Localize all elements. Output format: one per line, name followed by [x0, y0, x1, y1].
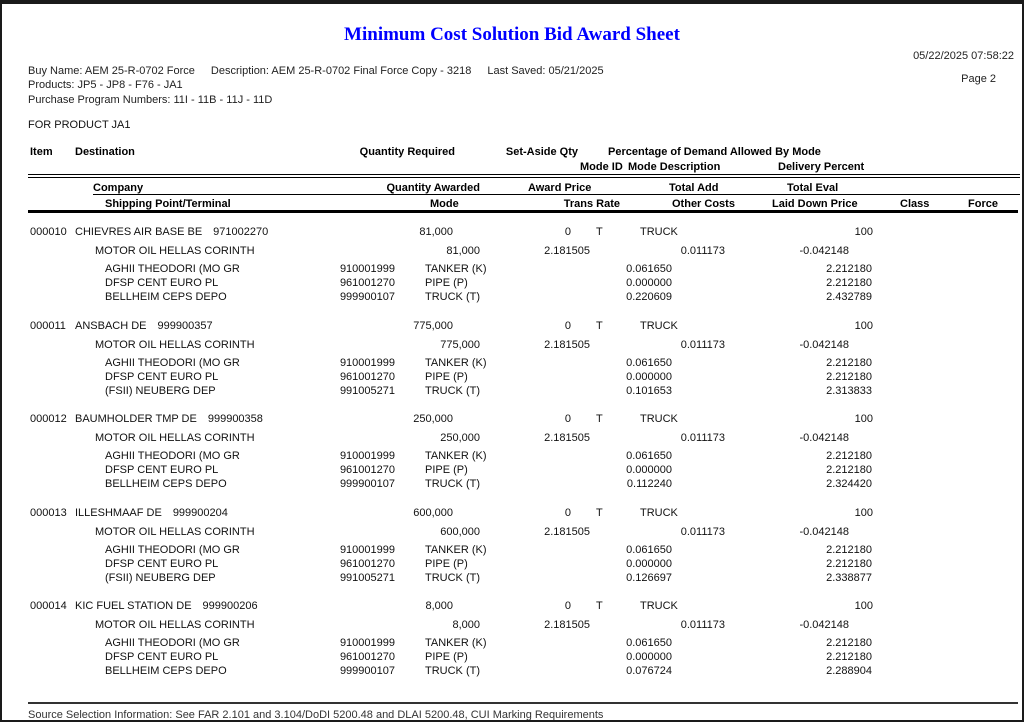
column-header-pct-demand: Percentage of Demand Allowed By Mode	[608, 146, 821, 158]
qty-awarded: 775,000	[440, 338, 480, 351]
column-header-shipping-point: Shipping Point/Terminal	[105, 198, 231, 210]
shipping-point-name: DFSP CENT EURO PL	[105, 651, 219, 663]
mode-id: T	[596, 226, 603, 238]
item-row	[2, 600, 1022, 613]
destination	[75, 600, 258, 612]
laid-down-price: 2.212180	[826, 450, 872, 462]
qty-required: 600,000	[413, 506, 453, 519]
shipping-mode: TRUCK (T)	[425, 571, 480, 584]
shipping-row	[2, 291, 1022, 304]
laid-down-price: 2.212180	[826, 370, 872, 383]
trans-rate: 0.126697	[626, 571, 672, 584]
mode-description: TRUCK	[640, 413, 678, 425]
shipping-row	[2, 651, 1022, 664]
destination-name: KIC FUEL STATION DE	[75, 600, 192, 612]
shipping-mode: TANKER (K)	[425, 637, 487, 649]
award-price: 2.181505	[544, 525, 590, 538]
set-aside-qty: 0	[564, 506, 571, 519]
column-header-laid-down-price: Laid Down Price	[772, 198, 858, 210]
total-eval: -0.042148	[799, 245, 849, 257]
company-row	[2, 339, 1022, 352]
shipping-point-name: DFSP CENT EURO PL	[105, 277, 219, 289]
item-block	[2, 507, 1022, 601]
column-header-trans-rate: Trans Rate	[563, 198, 620, 210]
item-number: 000010	[30, 226, 67, 238]
shipping-mode: PIPE (P)	[425, 277, 468, 289]
company-row	[2, 526, 1022, 539]
shipping-point-name: (FSII) NEUBERG DEP	[105, 571, 216, 584]
shipping-point-code: 910001999	[339, 263, 395, 275]
shipping-point-name: DFSP CENT EURO PL	[105, 557, 219, 570]
laid-down-price: 2.324420	[826, 478, 872, 490]
shipping-mode: TRUCK (T)	[425, 665, 480, 677]
footer-note: Source Selection Information: See FAR 2.101 and 3.104/DoDI 5200.48 and DLAI 5200.48, CUI Marking Requirements	[28, 709, 604, 721]
laid-down-price: 2.212180	[826, 651, 872, 663]
destination	[75, 226, 268, 238]
trans-rate: 0.000000	[626, 277, 672, 289]
shipping-mode: TANKER (K)	[425, 543, 487, 556]
qty-required: 81,000	[419, 226, 453, 238]
total-add: 0.011173	[680, 525, 725, 538]
shipping-row	[2, 371, 1022, 384]
destination-name: ANSBACH DE	[75, 319, 147, 332]
qty-awarded: 8,000	[452, 619, 480, 631]
shipping-row	[2, 450, 1022, 463]
laid-down-price: 2.432789	[826, 291, 872, 303]
destination	[75, 507, 228, 519]
shipping-mode: TRUCK (T)	[425, 384, 480, 397]
column-header-total-add: Total Add	[669, 182, 719, 194]
total-add: 0.011173	[680, 432, 725, 444]
double-rule	[28, 174, 1020, 178]
laid-down-price: 2.212180	[826, 637, 872, 649]
destination	[75, 320, 213, 332]
shipping-point-code: 999900107	[339, 665, 395, 677]
trans-rate: 0.076724	[626, 665, 672, 677]
qty-awarded: 81,000	[446, 245, 480, 257]
shipping-mode: TANKER (K)	[425, 356, 487, 369]
shipping-row	[2, 263, 1022, 276]
item-row	[2, 507, 1022, 520]
delivery-percent: 100	[854, 506, 873, 519]
shipping-row	[2, 544, 1022, 557]
column-header-destination: Destination	[75, 146, 135, 158]
trans-rate: 0.000000	[626, 464, 672, 476]
destination-code: 971002270	[213, 226, 269, 238]
column-header-qty-required: Quantity Required	[359, 146, 455, 158]
shipping-point-code: 910001999	[339, 637, 395, 649]
shipping-row	[2, 665, 1022, 678]
column-header-class: Class	[900, 198, 930, 210]
shipping-mode: PIPE (P)	[425, 557, 468, 570]
buy-info-line	[28, 65, 620, 77]
shipping-point-code: 961001270	[339, 370, 395, 383]
column-header-force: Force	[968, 198, 998, 210]
trans-rate: 0.000000	[626, 370, 672, 383]
shipping-row	[2, 478, 1022, 491]
company-name: MOTOR OIL HELLAS CORINTH	[95, 432, 255, 444]
shipping-point-code: 961001270	[339, 651, 395, 663]
shipping-mode: PIPE (P)	[425, 464, 468, 476]
shipping-row	[2, 357, 1022, 370]
shipping-point-code: 961001270	[339, 277, 395, 289]
item-blocks	[2, 226, 1022, 694]
total-add: 0.011173	[680, 338, 725, 351]
shipping-point-code: 999900107	[339, 291, 395, 303]
laid-down-price: 2.338877	[826, 571, 872, 584]
item-block	[2, 226, 1022, 320]
page-number: Page 2	[961, 73, 996, 85]
product-section-label: FOR PRODUCT JA1	[28, 119, 131, 131]
qty-required: 250,000	[413, 413, 453, 425]
qty-required: 775,000	[413, 319, 453, 332]
item-block	[2, 320, 1022, 414]
mode-id: T	[596, 413, 603, 425]
destination-name: ILLESHMAAF DE	[75, 506, 162, 519]
company-name: MOTOR OIL HELLAS CORINTH	[95, 619, 255, 631]
destination-code: 999900206	[202, 600, 258, 612]
shipping-mode: TRUCK (T)	[425, 478, 480, 490]
shipping-point-code: 910001999	[339, 543, 395, 556]
qty-awarded: 600,000	[440, 525, 480, 538]
column-header-total-eval: Total Eval	[787, 182, 839, 194]
shipping-row	[2, 277, 1022, 290]
destination	[75, 413, 263, 425]
trans-rate: 0.000000	[626, 557, 672, 570]
trans-rate: 0.000000	[626, 651, 672, 663]
company-row	[2, 245, 1022, 258]
mode-id: T	[596, 319, 603, 332]
destination-name: CHIEVRES AIR BASE BE	[75, 226, 203, 238]
shipping-point-name: AGHII THEODORI (MO GR	[105, 450, 240, 462]
item-row	[2, 413, 1022, 426]
laid-down-price: 2.288904	[826, 665, 872, 677]
shipping-mode: TRUCK (T)	[425, 291, 480, 303]
set-aside-qty: 0	[564, 319, 571, 332]
trans-rate: 0.101653	[626, 384, 672, 397]
buy-description: Description: AEM 25-R-0702 Final Force Copy - 3218	[210, 65, 472, 77]
mode-id: T	[596, 506, 603, 519]
shipping-row	[2, 572, 1022, 585]
shipping-point-name: BELLHEIM CEPS DEPO	[105, 291, 227, 303]
mode-description: TRUCK	[640, 319, 678, 332]
company-name: MOTOR OIL HELLAS CORINTH	[95, 338, 255, 351]
shipping-point-code: 991005271	[339, 571, 395, 584]
delivery-percent: 100	[854, 319, 873, 332]
last-saved: Last Saved: 05/21/2025	[487, 65, 604, 77]
company-row	[2, 619, 1022, 632]
thick-rule	[28, 210, 1018, 213]
laid-down-price: 2.212180	[826, 543, 872, 556]
shipping-point-name: DFSP CENT EURO PL	[105, 464, 219, 476]
shipping-mode: PIPE (P)	[425, 651, 468, 663]
report-title: Minimum Cost Solution Bid Award Sheet	[344, 24, 680, 45]
column-header-award-price: Award Price	[528, 182, 592, 194]
company-name: MOTOR OIL HELLAS CORINTH	[95, 245, 255, 257]
shipping-mode: TANKER (K)	[425, 263, 487, 275]
purchase-programs-line: Purchase Program Numbers: 11I - 11B - 11J - 11D	[28, 94, 273, 106]
shipping-mode: PIPE (P)	[425, 370, 468, 383]
laid-down-price: 2.212180	[826, 557, 872, 570]
total-add: 0.011173	[680, 619, 725, 631]
qty-awarded: 250,000	[440, 432, 480, 444]
item-row	[2, 226, 1022, 239]
column-header-mode-id: Mode ID	[580, 161, 623, 173]
shipping-point-name: (FSII) NEUBERG DEP	[105, 384, 216, 397]
total-eval: -0.042148	[799, 338, 849, 351]
destination-code: 999900204	[172, 506, 228, 519]
trans-rate: 0.061650	[626, 356, 672, 369]
shipping-point-code: 991005271	[339, 384, 395, 397]
trans-rate: 0.061650	[626, 543, 672, 556]
delivery-percent: 100	[854, 600, 873, 612]
column-header-qty-awarded: Quantity Awarded	[386, 182, 480, 194]
shipping-point-code: 961001270	[339, 464, 395, 476]
shipping-point-name: BELLHEIM CEPS DEPO	[105, 478, 227, 490]
destination-name: BAUMHOLDER TMP DE	[75, 413, 197, 425]
column-header-set-aside-qty: Set-Aside Qty	[505, 146, 578, 158]
laid-down-price: 2.313833	[826, 384, 872, 397]
delivery-percent: 100	[854, 226, 873, 238]
total-eval: -0.042148	[799, 432, 849, 444]
column-header-company: Company	[93, 182, 144, 194]
award-price: 2.181505	[544, 338, 590, 351]
column-header-other-costs: Other Costs	[672, 198, 735, 210]
laid-down-price: 2.212180	[826, 464, 872, 476]
shipping-point-code: 961001270	[339, 557, 395, 570]
company-row	[2, 432, 1022, 445]
award-price: 2.181505	[544, 619, 590, 631]
laid-down-price: 2.212180	[826, 263, 872, 275]
laid-down-price: 2.212180	[826, 277, 872, 289]
shipping-row	[2, 558, 1022, 571]
trans-rate: 0.061650	[626, 263, 672, 275]
laid-down-price: 2.212180	[826, 356, 872, 369]
total-eval: -0.042148	[799, 525, 849, 538]
item-number: 000013	[30, 506, 67, 519]
mode-description: TRUCK	[640, 506, 678, 519]
shipping-point-name: AGHII THEODORI (MO GR	[105, 263, 240, 275]
item-number: 000012	[30, 413, 67, 425]
shipping-point-name: BELLHEIM CEPS DEPO	[105, 665, 227, 677]
set-aside-qty: 0	[564, 413, 571, 425]
qty-required: 8,000	[425, 600, 453, 612]
item-number: 000011	[30, 319, 66, 332]
award-price: 2.181505	[544, 432, 590, 444]
set-aside-qty: 0	[564, 600, 571, 612]
products-line: Products: JP5 - JP8 - F76 - JA1	[28, 79, 183, 91]
set-aside-qty: 0	[564, 226, 571, 238]
shipping-point-name: AGHII THEODORI (MO GR	[105, 356, 240, 369]
company-rule	[93, 194, 1020, 195]
buy-name: Buy Name: AEM 25-R-0702 Force	[28, 65, 195, 77]
destination-code: 999900358	[207, 413, 263, 425]
trans-rate: 0.112240	[626, 478, 672, 490]
shipping-point-code: 999900107	[339, 478, 395, 490]
shipping-row	[2, 385, 1022, 398]
trans-rate: 0.220609	[626, 291, 672, 303]
shipping-row	[2, 464, 1022, 477]
report-datetime: 05/22/2025 07:58:22	[913, 50, 1014, 62]
shipping-mode: TANKER (K)	[425, 450, 487, 462]
trans-rate: 0.061650	[626, 637, 672, 649]
shipping-point-code: 910001999	[339, 356, 395, 369]
total-add: 0.011173	[680, 245, 725, 257]
mode-description: TRUCK	[640, 600, 678, 612]
column-header-mode: Mode	[430, 198, 459, 210]
item-block	[2, 413, 1022, 507]
column-header-mode-description: Mode Description	[628, 161, 721, 173]
item-block	[2, 600, 1022, 694]
column-header-item: Item	[30, 146, 53, 158]
column-header-delivery-percent: Delivery Percent	[778, 161, 865, 173]
award-price: 2.181505	[544, 245, 590, 257]
destination-code: 999900357	[157, 319, 213, 332]
mode-id: T	[596, 600, 603, 612]
shipping-point-name: AGHII THEODORI (MO GR	[105, 637, 240, 649]
total-eval: -0.042148	[799, 619, 849, 631]
shipping-row	[2, 637, 1022, 650]
item-row	[2, 320, 1022, 333]
delivery-percent: 100	[854, 413, 873, 425]
company-name: MOTOR OIL HELLAS CORINTH	[95, 525, 255, 538]
shipping-point-name: DFSP CENT EURO PL	[105, 370, 219, 383]
item-number: 000014	[30, 600, 67, 612]
mode-description: TRUCK	[640, 226, 678, 238]
trans-rate: 0.061650	[626, 450, 672, 462]
shipping-point-name: AGHII THEODORI (MO GR	[105, 543, 240, 556]
footer-rule	[28, 702, 1018, 704]
shipping-point-code: 910001999	[339, 450, 395, 462]
